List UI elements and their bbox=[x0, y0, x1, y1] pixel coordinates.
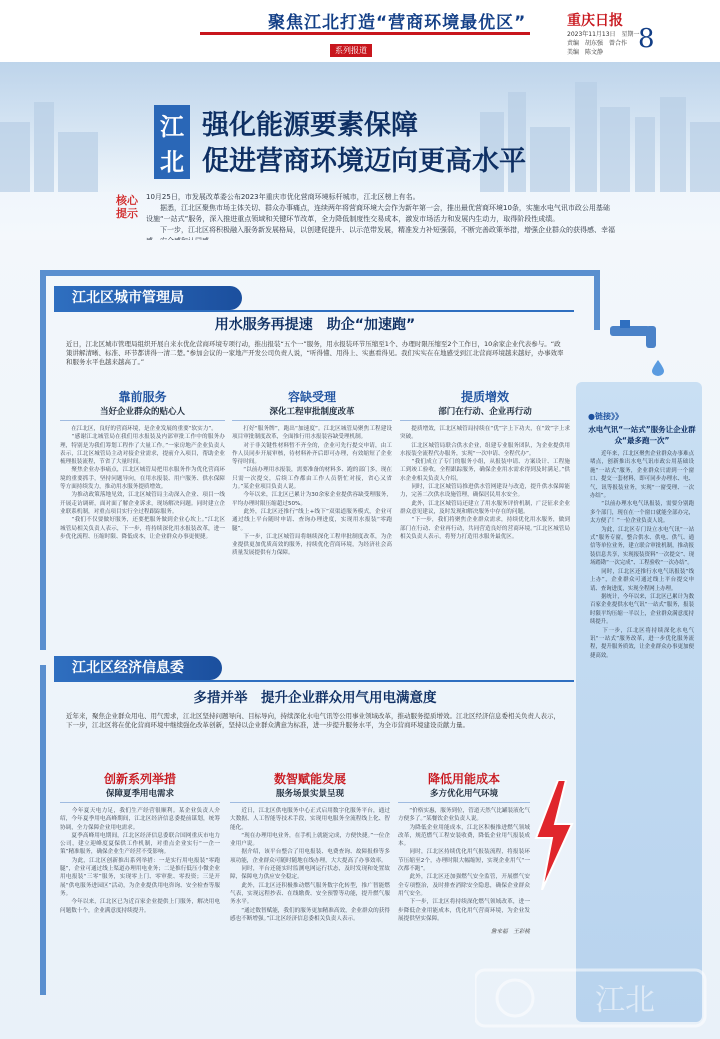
paper-name: 重庆日报 bbox=[567, 13, 623, 29]
column-subtitle: 深化工程审批制度改革 bbox=[269, 407, 355, 417]
core-tip-label: 核心提示 bbox=[116, 194, 138, 220]
section2-column-2 bbox=[230, 770, 390, 923]
watermark-logo bbox=[475, 960, 715, 1030]
column-title: 提质增效 bbox=[460, 390, 509, 404]
district-char-1: 江 bbox=[160, 112, 184, 141]
column-title: 数智赋能发展 bbox=[273, 772, 346, 786]
date-line: 2023年11月13日 星期一 bbox=[567, 31, 640, 38]
column-body: 在江北区，良好的营商环境，是企业发展的重要“软实力”。 “感谢江北城管局在我们用水报装及内部审批工作中的服务办理，特别是为我们筹划工程作了大量工作。”一家房地产企业负责人表示，江北区城管局主动对接企业需求，提前介入项目，帮助企业梳理报装流程，节省了大量时间。 聚焦企业办事痛点，江北区城管局把用水服务作为优化营商环境的重要抓手，坚持问题导向，在用水报装、用户服务、供水保障等方面持续发力，推动用水服务提质增效。 为推动政策落地见效，江北区城管局主动深入企业、项目一线开展走访调研，面对面了解企业诉求，现场解决问题。同时建立企业联系机制，对重点项目实行全过程跟踪服务。 “我们不仅要做好服务，还要把服务做到企业心坎上。”江北区城管局相关负责人表示，下一步，将持续深化用水报装改革，进一步优化流程、压缩时限、降低成本，让企业群众办事更便捷。 bbox=[60, 426, 225, 540]
lightning-bolt-icon bbox=[528, 780, 578, 890]
section1-lead: 近日，江北区城市管理局组织开展自来水优化营商环境专项行动，推出报装“五个一”服务，用水报装环节压缩至1个、办理时限压缩至2个工作日，10余家企业代表参与。“政策讲解清晰、标准、环节都讲得一清二楚。”参加会议的一家地产开发公司负责人说，“听得懂、用得上、实惠看得见。我们实实在在地感受到江北营商环境越来越好，办事效率和服务水平也越来越高了。” bbox=[66, 340, 564, 366]
water-pipe-right bbox=[594, 270, 600, 330]
section1-column-3 bbox=[400, 388, 570, 541]
column-subtitle: 当好企业群众的贴心人 bbox=[99, 407, 185, 417]
water-pipe-left bbox=[40, 270, 46, 650]
gas-pipe-left bbox=[40, 665, 46, 995]
banner-title: 聚焦江北打造“营商环境最优区” bbox=[268, 13, 527, 33]
water-pipe-top bbox=[40, 270, 600, 276]
column-rule bbox=[400, 420, 570, 421]
sidebar-title: 水电气讯“一站式”服务让企业群众“最多跑一次” bbox=[588, 425, 696, 445]
section2-headline: 多措并举 提升企业群众用气用电满意度 bbox=[193, 690, 437, 706]
banner-tag: 系列报道 bbox=[330, 44, 372, 57]
column-subtitle: 服务场景实景呈现 bbox=[275, 789, 344, 799]
column-rule bbox=[230, 802, 390, 803]
section-divider bbox=[54, 680, 574, 682]
core-tip-paragraph: 下一步，江北区将积极融入服务新发展格局，以创建促提升、以示范带发展，精准发力补短强弱，不断完善政策举措，增强企业群众的获得感、幸福 bbox=[160, 226, 615, 234]
column-body: 今年夏天电力足，我们生产经营很顺利。某企业负责人介绍，今年夏季用电高峰期间，江北区经济信息委提前谋划，统筹协调，全力保障企业用电需求。 夏季高峰用电期间，江北区经济信息委联合国网重庆市电力公司，建立迎峰度夏保供工作机制，对重点企业实行“一企一策”精准服务，确保企业生产经营不受影响。 为此，江北区创新推出系列举措：一是实行用电报装“零跑腿”，企业可通过线上渠道办理用电业务；二是推行低压小微企业用电报装“三零”服务，实现零上门、零审批、零投资；三是开展“供电服务进园区”活动，为企业提供用电咨询、安全检查等服务。 今年以来，江北区已为近百家企业提供上门服务，解决用电问题数十个，企业满意度持续提升。 bbox=[60, 808, 220, 914]
section-label-urban-management: 江北区城市管理局 bbox=[54, 286, 242, 310]
column-subtitle: 保障夏季用电需求 bbox=[105, 789, 174, 799]
column-title: 降低用能成本 bbox=[427, 772, 500, 786]
district-badge bbox=[154, 105, 190, 179]
section1-column-2 bbox=[232, 388, 392, 558]
column-body: “价格实惠，服务到位，管道天然气比罐装液化气方便多了。”某餐饮企业负责人说。 为降低企业用能成本，江北区积极推进燃气领域改革，规范燃气工程安装收费，降低企业用气报装成本。 同时，江北区持续优化用气报装流程，将报装环节压缩至2个，办理时限大幅缩短，实现企业用气“一次都不跑”。 此外，江北区还加强燃气安全监管，开展燃气安全专项整治，及时排查消除安全隐患，确保企业群众用气安全。 下一步，江北区将持续深化燃气领域改革，进一步降低企业用能成本，优化用气营商环境，为企业发展提供坚实保障。 bbox=[398, 808, 530, 922]
column-body: 提质增效，江北区城管局持续在“优”字上下功夫，在“效”字上求突破。 江北区城管局联合供水企业，组建专业服务团队，为企业提供用水报装全流程代办服务，实现“一次申请、全程代办”。 “我们成立了专门的服务小组，从报装申请、方案设计、工程施工到竣工验收，全程跟踪服务，确保企业用水需求得到及时满足。”供水企业相关负责人介绍。 同时，江北区城管局推进供水管网建设与改造，提升供水保障能力，完善二次供水设施管理，确保居民用水安全。 此外，江北区城管局还建立了用水服务评价机制，广泛征求企业群众意见建议，及时发现和解决服务中存在的问题。 “下一步，我们将聚焦企业群众需求，持续优化用水服务，做到部门在行动、企业再行动，共同营造良好的营商环境。”江北区城管局相关负责人表示，将努力打造用水服务最优区。 bbox=[400, 426, 570, 540]
sidebar-tag: ●链接》》 bbox=[588, 412, 623, 421]
column-title: 容缺受理 bbox=[287, 390, 336, 404]
column-body: 打好“服务牌”，跑出“加速度”。江北区城管局聚焦工程建设项目审批制度改革，全面推行用水报装容缺受理机制。 对于非关键性材料暂不齐全的，企业可先行提交申请，由工作人员同步开展审核，待材料补齐后即可办理，有效缩短了企业等待时间。 “以前办理用水报装，需要准备的材料多、跑的部门多，现在只需一次提交，后续工作都由工作人员帮忙对接，省心又省力。”某企业项目负责人说。 今年以来，江北区已累计为30余家企业提供容缺受理服务，平均办理时限压缩超过50%。 此外，江北区还推行“线上+线下”双渠道服务模式，企业可通过线上平台随时申请、查询办理进度，实现用水报装“零跑腿”。 下一步，江北区城管局将继续深化工程审批制度改革，为企业提供更加优质高效的服务，持续优化营商环境，为经济社会高质量发展提供有力保障。 bbox=[232, 426, 392, 557]
column-body: 近日，江北区供电服务中心正式启用数字化服务平台，通过大数据、人工智能等技术手段，实现用电服务全流程线上化、智能化。 “现在办理用电业务，在手机上就能完成，方便快捷。”一位企业用户说。 据介绍，该平台整合了用电报装、电费查询、故障报修等多项功能，企业群众可随时随地在线办理，大大提高了办事效率。 同时，平台还能实时监测电网运行状态，及时发现和处置故障，保障电力供应安全稳定。 此外，江北区还积极推动燃气服务数字化转型，推广智能燃气表，实现远程抄表、在线缴费、安全预警等功能，提升燃气服务水平。 “通过数智赋能，我们的服务更加精准高效，企业群众的获得感也不断增强。”江北区经济信息委相关负责人表示。 bbox=[230, 808, 390, 922]
section2-lead: 近年来，聚焦企业群众用电、用气需求，江北区坚持问题导向、目标导向，持续深化水电气讯等公用事业领域改革，推动服务提质增效。江北区经济信息委相关负责人表示，下一步，江北区将在优化营商环境中继续强化改革创新，坚持以企业群众满意为标准，进一步提升服务水平，为全市营商环境建设贡献力量。 bbox=[66, 712, 560, 729]
section1-column-1 bbox=[60, 388, 225, 541]
column-title: 靠前服务 bbox=[118, 390, 167, 404]
section-label-economy-info: 江北区经济信息委 bbox=[54, 656, 222, 680]
section-divider bbox=[54, 310, 574, 312]
designer-line: 美编 陈文静 bbox=[567, 49, 604, 56]
paper-info bbox=[567, 30, 640, 57]
core-tip-text bbox=[146, 192, 616, 247]
column-rule bbox=[60, 420, 225, 421]
sidebar-body: 近年来，江北区聚焦企业群众办事难点堵点，创新推出水电气讯市政公用基础设施“一站式”服务，企业群众只需到一个窗口、提交一套材料，即可同步办理水、电、气、讯等报装业务，实现“一窗受理、一次办结”。 “以前办理水电气讯报装，需要分别跑多个部门，现在在一个窗口就能全部办完，太方便了！”一位企业负责人说。 为此，江北区专门设立水电气讯“一站式”服务专窗，整合供水、供电、供气、通信等单位业务，建立联合审批机制，推动报装信息共享，实现报装资料“一次提交”、现场踏勘“一次完成”、工程验收“一次办结”。 同时，江北区还推行水电气讯报装“线上办”，企业群众可通过线上平台提交申请、查询进度，实现全程网上办理。 据统计，今年以来，江北区已累计为数百家企业提供水电气讯“一站式”服务，报装时限平均压缩一半以上，企业群众满意度持续提升。 下一步，江北区将持续深化水电气讯“一站式”服务改革，进一步优化服务流程，提升服务质效，让企业群众办事更加便捷高效。 bbox=[590, 451, 694, 659]
page-number: 8 bbox=[638, 24, 655, 54]
column-rule bbox=[60, 802, 220, 803]
editor-line: 责编 胡东强 曾合作 bbox=[567, 40, 628, 47]
faucet-icon bbox=[610, 320, 670, 350]
district-char-2: 北 bbox=[160, 147, 184, 176]
headline-line-2: 促进营商环境迈向更高水平 bbox=[202, 146, 526, 177]
main-headline bbox=[202, 108, 526, 180]
core-tip-paragraph: 据悉，江北区聚焦市场主体关切、群众办事痛点，连续两年将营商环境大会作为新年第一会，推出最优营商环境10条，实施水电气讯市政公用基础设施“一站式”服务，深入推进重点领域和关键环节改革，全力降低制度性交易成本，激发市场活力和发展内生动力，取得阶段性成绩。 bbox=[146, 204, 610, 223]
water-drop-icon bbox=[652, 360, 664, 376]
column-rule bbox=[232, 420, 392, 421]
section2-column-1 bbox=[60, 770, 220, 915]
watermark-text: 江北 bbox=[595, 983, 655, 1018]
section1-headline: 用水服务再提速 助企“加速跑” bbox=[214, 317, 416, 333]
column-title: 创新系列举措 bbox=[103, 772, 176, 786]
headline-line-1: 强化能源要素保障 bbox=[202, 110, 418, 141]
column-subtitle: 多方优化用气环境 bbox=[429, 789, 498, 799]
column-subtitle: 部门在行动、企业再行动 bbox=[438, 407, 532, 417]
column-rule bbox=[398, 802, 530, 803]
core-tip-paragraph: 10月25日，市发展改革委公布2023年重庆市优化营商环境标杆城市，江北区榜上有名。 bbox=[146, 193, 420, 201]
section2-column-3 bbox=[398, 770, 530, 935]
byline: 詹来福 王彩桃 bbox=[490, 929, 530, 936]
